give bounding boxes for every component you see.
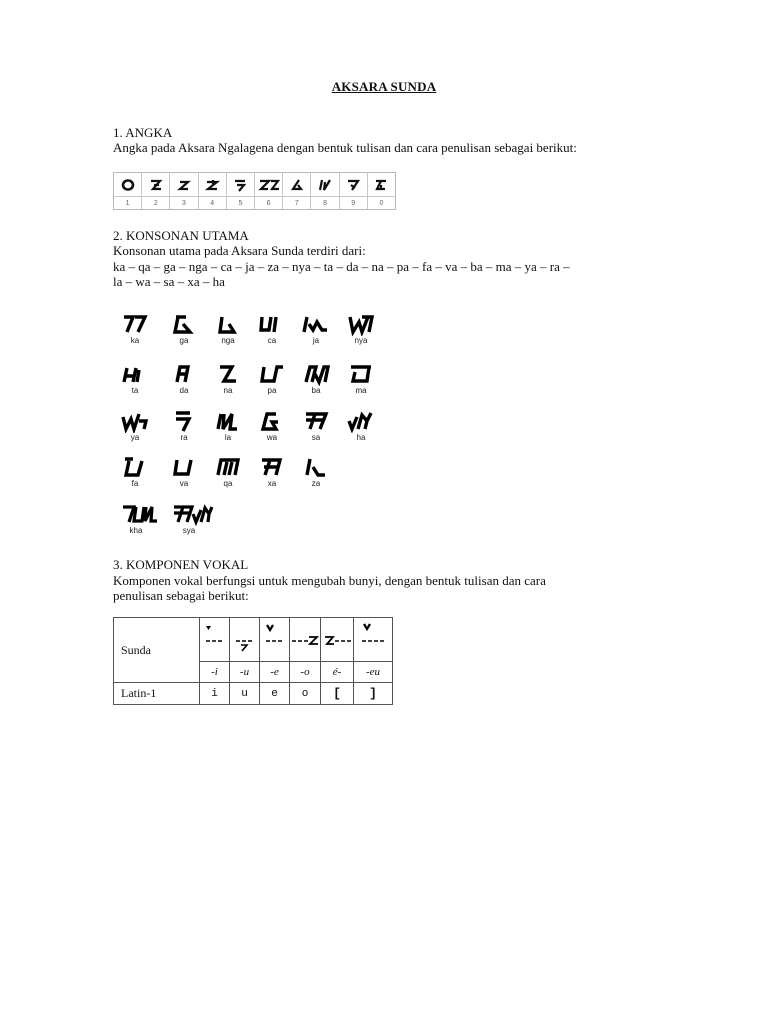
aksara-la-icon <box>212 409 244 433</box>
section-heading-vokal: 3. KOMPONEN VOKAL <box>113 557 249 572</box>
angka-table <box>113 172 396 210</box>
konsonan-label: wa <box>266 433 278 442</box>
latin1-cell: i <box>200 683 230 705</box>
latin-cell: -i <box>200 662 230 683</box>
konsonan-label: sa <box>311 433 321 442</box>
panolong-icon <box>290 621 320 655</box>
aksara-kha-icon <box>120 502 160 526</box>
aksara-ja-icon <box>300 312 332 336</box>
latin1-cell: u <box>230 683 260 705</box>
konsonan-cell <box>164 453 204 493</box>
row-label-sunda: Sunda <box>114 618 200 683</box>
latin1-cell: [ <box>321 683 354 705</box>
konsonan-label: ja <box>312 336 320 345</box>
angka-number: 1 <box>125 199 130 207</box>
vokal-symbol-cell <box>321 618 354 662</box>
angka-cell <box>340 173 368 209</box>
konsonan-label: ma <box>355 386 367 395</box>
konsonan-label: kha <box>129 526 143 535</box>
aksara-wa-icon <box>256 409 288 433</box>
section-text-angka: Angka pada Aksara Ngalagena dengan bentuk tulisan dan cara penulisan sebagai berikut: <box>113 140 577 155</box>
vokal-symbol-cell <box>200 618 230 662</box>
vokal-table <box>113 617 393 705</box>
aksara-va-icon <box>168 455 200 479</box>
aksara-na-icon <box>212 362 244 386</box>
aksara-ma-icon <box>345 362 377 386</box>
konsonan-cell <box>116 500 164 540</box>
konsonan-cell <box>208 453 248 493</box>
angka-cell <box>227 173 255 209</box>
vokal-symbol-cell <box>354 618 393 662</box>
sundanese-digit-1-icon <box>120 178 136 192</box>
konsonan-cell <box>296 310 336 350</box>
angka-number: 0 <box>379 199 384 207</box>
angka-number: 8 <box>323 199 327 207</box>
konsonan-cell <box>208 310 248 350</box>
aksara-fa-icon <box>119 455 151 479</box>
sundanese-digit-6-icon <box>258 178 280 192</box>
section-text-vokal-line-2: penulisan sebagai berikut: <box>113 588 249 603</box>
konsonan-label: pa <box>267 386 277 395</box>
aksara-da-icon <box>168 362 200 386</box>
aksara-ya-icon <box>119 409 151 433</box>
angka-number: 7 <box>294 199 299 207</box>
konsonan-label: ka <box>130 336 140 345</box>
konsonan-label: va <box>179 479 189 488</box>
sundanese-digit-2-icon <box>148 178 164 192</box>
konsonan-cell <box>296 453 336 493</box>
angka-number: 4 <box>210 199 215 207</box>
konsonan-cell <box>296 407 336 447</box>
angka-number: 2 <box>153 199 158 207</box>
panyuku-icon <box>232 621 258 655</box>
angka-cell <box>311 173 339 209</box>
konsonan-cell <box>252 360 292 400</box>
sundanese-digit-4-icon <box>204 178 220 192</box>
konsonan-label: za <box>311 479 321 488</box>
aksara-ta-icon <box>119 362 151 386</box>
latin1-cell: e <box>260 683 290 705</box>
aksara-nya-icon <box>345 312 377 336</box>
konsonan-cell <box>252 453 292 493</box>
row-label-latin1: Latin-1 <box>114 683 200 705</box>
page-title: AKSARA SUNDA <box>331 79 437 94</box>
sundanese-digit-9-icon <box>345 178 361 192</box>
konsonan-cell <box>115 310 155 350</box>
sundanese-digit-5-icon <box>232 178 248 192</box>
panyecek-icon <box>321 621 353 655</box>
konsonan-cell <box>252 310 292 350</box>
aksara-za-icon <box>300 455 332 479</box>
sundanese-digit-3-icon <box>176 178 192 192</box>
latin-cell: -e <box>260 662 290 683</box>
latin1-cell: ] <box>354 683 393 705</box>
aksara-ha-icon <box>345 409 377 433</box>
vokal-symbol-cell <box>230 618 260 662</box>
angka-cell <box>170 173 198 209</box>
aksara-xa-icon <box>256 455 288 479</box>
angka-number: 9 <box>351 199 356 207</box>
konsonan-label: na <box>223 386 233 395</box>
konsonan-list-line-2: la – wa – sa – xa – ha <box>113 274 225 289</box>
konsonan-label: fa <box>131 479 139 488</box>
aksara-ka-icon <box>119 312 151 336</box>
aksara-nga-icon <box>212 312 244 336</box>
section-text-vokal-line-1: Komponen vokal berfungsi untuk mengubah bunyi, dengan bentuk tulisan dan cara <box>113 573 546 588</box>
konsonan-cell <box>208 360 248 400</box>
angka-cell <box>142 173 170 209</box>
panghulu-e-icon <box>262 621 288 655</box>
aksara-sa-icon <box>300 409 332 433</box>
sundanese-digit-8-icon <box>317 178 333 192</box>
angka-number: 3 <box>182 199 186 207</box>
konsonan-label: nya <box>354 336 368 345</box>
panghulu-icon <box>202 621 228 655</box>
aksara-ca-icon <box>256 312 288 336</box>
angka-number: 6 <box>266 199 271 207</box>
konsonan-cell <box>164 310 204 350</box>
aksara-pa-icon <box>256 362 288 386</box>
vokal-symbol-cell <box>260 618 290 662</box>
konsonan-label: ha <box>356 433 366 442</box>
sundanese-digit-0-icon <box>373 178 389 192</box>
aksara-qa-icon <box>212 455 244 479</box>
latin-cell: é- <box>321 662 354 683</box>
latin-cell: -u <box>230 662 260 683</box>
konsonan-label: ta <box>131 386 139 395</box>
konsonan-cell <box>252 407 292 447</box>
konsonan-grid <box>112 310 402 540</box>
section-heading-konsonan: 2. KONSONAN UTAMA <box>113 228 249 243</box>
sundanese-digit-7-icon <box>289 178 305 192</box>
latin-cell: -o <box>290 662 321 683</box>
angka-number: 5 <box>238 199 243 207</box>
konsonan-label: nga <box>221 336 235 345</box>
konsonan-label: ca <box>267 336 277 345</box>
aksara-ra-icon <box>168 409 200 433</box>
section-heading-angka: 1. ANGKA <box>113 125 173 140</box>
konsonan-cell <box>341 407 381 447</box>
angka-cell <box>283 173 311 209</box>
angka-cell <box>114 173 142 209</box>
aksara-ga-icon <box>168 312 200 336</box>
konsonan-cell <box>164 360 204 400</box>
konsonan-cell <box>115 407 155 447</box>
konsonan-label: la <box>224 433 232 442</box>
konsonan-cell <box>341 360 381 400</box>
latin-cell: -eu <box>354 662 393 683</box>
vokal-symbol-cell <box>290 618 321 662</box>
konsonan-cell <box>208 407 248 447</box>
angka-cell <box>199 173 227 209</box>
section-text-konsonan: Konsonan utama pada Aksara Sunda terdiri dari: <box>113 243 366 258</box>
konsonan-cell <box>164 407 204 447</box>
konsonan-label: sya <box>182 526 196 535</box>
konsonan-label: ra <box>180 433 188 442</box>
latin1-cell: o <box>290 683 321 705</box>
konsonan-cell <box>115 453 155 493</box>
konsonan-list-line-1: ka – qa – ga – nga – ca – ja – za – nya – ta – da – na – pa – fa – va – ba – ma – ya – ra – <box>113 259 570 274</box>
konsonan-label: qa <box>223 479 233 488</box>
angka-cell <box>368 173 395 209</box>
angka-cell <box>255 173 283 209</box>
konsonan-cell <box>115 360 155 400</box>
paneuleung-icon <box>358 621 388 655</box>
konsonan-cell <box>341 310 381 350</box>
konsonan-label: ya <box>130 433 140 442</box>
aksara-sya-icon <box>171 502 215 526</box>
konsonan-cell <box>296 360 336 400</box>
konsonan-cell <box>167 500 215 540</box>
aksara-ba-icon <box>300 362 332 386</box>
konsonan-label: ga <box>179 336 189 345</box>
konsonan-label: da <box>179 386 189 395</box>
konsonan-label: xa <box>267 479 277 488</box>
konsonan-label: ba <box>311 386 321 395</box>
